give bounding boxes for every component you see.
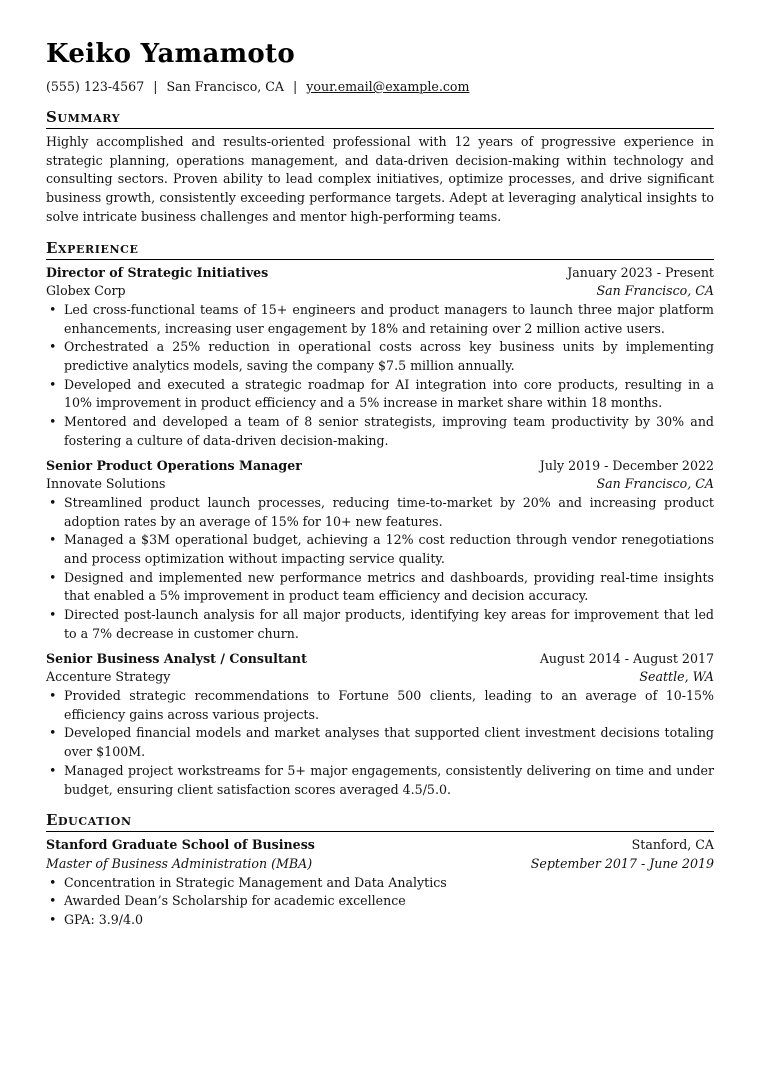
bullet-item: • Developed and executed a strategic roadmap for AI integration into core products, resulting in a 10% improvement in product efficiency and a 5% increase in market share within 18 months. bbox=[46, 376, 714, 413]
candidate-name: Keiko Yamamoto bbox=[46, 39, 296, 69]
job-dates: January 2023 - Present bbox=[567, 264, 714, 280]
bullet-item: • Led cross-functional teams of 15+ engineers and product managers to launch three major platform enhancements, increasing user engagement by 18% and retaining over 2 million active users. bbox=[46, 301, 714, 338]
job-dates: August 2014 - August 2017 bbox=[539, 650, 714, 666]
location: San Francisco, CA bbox=[166, 79, 285, 94]
bullet-item: • Orchestrated a 25% reduction in operational costs across key business units by implementing predictive analytics models, saving the company $7.5 million annually. bbox=[46, 338, 714, 375]
job-entry bbox=[46, 264, 714, 451]
job-entry bbox=[46, 650, 714, 800]
bullet-item: • Managed project workstreams for 5+ major engagements, consistently delivering on time and under budget, ensuring client satisfaction scores averaged 4.5/5.0. bbox=[46, 762, 714, 799]
summary-text: Highly accomplished and results-oriented professional with 12 years of progressive experience in strategic planning, operations management, and data-driven decision-making within technology and consulting sectors. Proven ability to lead complex initiatives, optimize processes, and drive significant business growth, consistently exceeding performance targets. Adept at leveraging analytical insights to solve intricate business challenges and mentor high-performing teams. bbox=[46, 134, 714, 224]
bullet-item: • GPA: 3.9/4.0 bbox=[46, 911, 714, 930]
job-location: San Francisco, CA bbox=[596, 476, 714, 492]
company-name: Innovate Solutions bbox=[46, 476, 166, 492]
job-bullets bbox=[46, 301, 714, 451]
job-dates: July 2019 - December 2022 bbox=[539, 457, 714, 473]
education-bullets bbox=[46, 874, 714, 930]
bullet-item: • Awarded Dean’s Scholarship for academic excellence bbox=[46, 892, 714, 911]
school-location: Stanford, CA bbox=[631, 837, 714, 853]
contact-line bbox=[46, 78, 714, 96]
email-link[interactable]: your.email@example.com bbox=[306, 79, 470, 94]
bullet-item: • Managed a $3M operational budget, achieving a 12% cost reduction through vendor renegotiations and process optimization without impacting service quality. bbox=[46, 531, 714, 568]
separator: | bbox=[153, 79, 158, 94]
bullet-item: • Developed financial models and market analyses that supported client investment decisions totaling over $100M. bbox=[46, 724, 714, 761]
education-heading: Education bbox=[46, 811, 714, 832]
education-entry bbox=[46, 836, 714, 930]
job-entry bbox=[46, 457, 714, 644]
job-title: Senior Product Operations Manager bbox=[46, 457, 302, 473]
job-title: Senior Business Analyst / Consultant bbox=[46, 650, 307, 666]
bullet-item: • Mentored and developed a team of 8 senior strategists, improving team productivity by 30% and fostering a culture of data-driven decision-making. bbox=[46, 413, 714, 450]
job-bullets bbox=[46, 494, 714, 644]
bullet-item: • Concentration in Strategic Management and Data Analytics bbox=[46, 874, 714, 893]
degree: Master of Business Administration (MBA) bbox=[46, 855, 313, 871]
job-location: Seattle, WA bbox=[639, 669, 714, 685]
job-location: San Francisco, CA bbox=[596, 283, 714, 299]
bullet-item: • Directed post-launch analysis for all major products, identifying key areas for improvement that led to a 7% decrease in customer churn. bbox=[46, 606, 714, 643]
company-name: Accenture Strategy bbox=[46, 669, 171, 685]
bullet-item: • Streamlined product launch processes, reducing time-to-market by 20% and increasing product adoption rates by an average of 15% for 10+ new features. bbox=[46, 494, 714, 531]
separator: | bbox=[293, 79, 298, 94]
company-name: Globex Corp bbox=[46, 283, 126, 299]
job-bullets bbox=[46, 687, 714, 799]
school-name: Stanford Graduate School of Business bbox=[46, 837, 315, 853]
job-title: Director of Strategic Initiatives bbox=[46, 264, 269, 280]
experience-heading: Experience bbox=[46, 239, 714, 260]
bullet-item: • Designed and implemented new performance metrics and dashboards, providing real-time insights that enabled a 5% improvement in product team efficiency and decision accuracy. bbox=[46, 569, 714, 606]
bullet-item: • Provided strategic recommendations to Fortune 500 clients, leading to an average of 10-15% efficiency gains across various projects. bbox=[46, 687, 714, 724]
summary-heading: Summary bbox=[46, 108, 714, 129]
education-dates: September 2017 - June 2019 bbox=[530, 855, 714, 871]
phone: (555) 123-4567 bbox=[46, 79, 145, 94]
